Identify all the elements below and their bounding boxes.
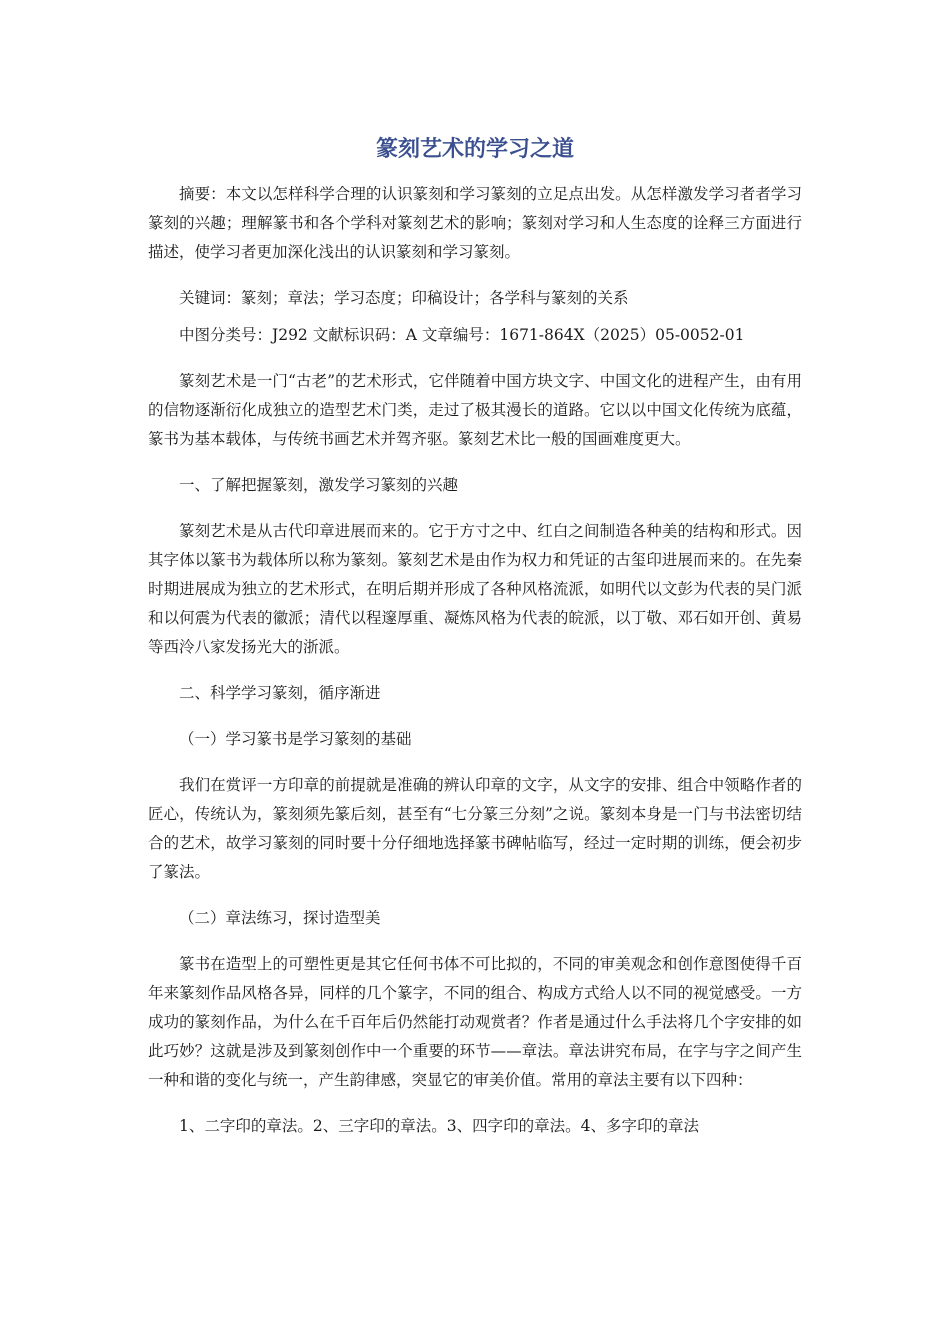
keywords-line: 关键词：篆刻；章法；学习态度；印稿设计；各学科与篆刻的关系 [179,289,629,307]
section-1-heading: 一、了解把握篆刻，激发学习篆刻的兴趣 [179,476,459,494]
subsection-1-paragraph: 我们在赏评一方印章的前提就是准确的辨认印章的文字，从文字的安排、组合中领略作者的匠心，传统认为，篆刻须先篆后刻，甚至有“七分篆三分刻”之说。篆刻本身是一门与书法密切结合的艺术，故学习篆刻的同时要十分仔细地选择篆书碑帖临写，经过一定时期的训练，便会初步了篆法。 [148,776,802,881]
article-title: 篆刻艺术的学习之道 [375,137,574,162]
section-1-paragraph: 篆刻艺术是从古代印章进展而来的。它于方寸之中、红白之间制造各种美的结构和形式。因其字体以篆书为载体所以称为篆刻。篆刻艺术是由作为权力和凭证的古玺印进展而来的。在先秦时期进展成为独立的艺术形式，在明后期并形成了各种风格流派，如明代以文彭为代表的吴门派和以何震为代表的徽派；清代以程邃厚重、凝炼风格为代表的皖派，以丁敬、邓石如开创、黄易等西泠八家发扬光大的浙派。 [148,522,802,656]
seal-layout-list: 1、二字印的章法。2、三字印的章法。3、四字印的章法。4、多字印的章法 [179,1117,699,1135]
intro-paragraph: 篆刻艺术是一门“古老”的艺术形式，它伴随着中国方块文字、中国文化的进程产生，由有用的信物逐渐衍化成独立的造型艺术门类，走过了极其漫长的道路。它以以中国文化传统为底蕴，篆书为基本载体，与传统书画艺术并驾齐驱。篆刻艺术比一般的国画难度更大。 [148,372,802,448]
subsection-2-paragraph: 篆书在造型上的可塑性更是其它任何书体不可比拟的，不同的审美观念和创作意图使得千百年来篆刻作品风格各异，同样的几个篆字，不同的组合、构成方式给人以不同的视觉感受。一方成功的篆刻作品，为什么在千百年后仍然能打动观赏者？作者是通过什么手法将几个字安排的如此巧妙？这就是涉及到篆刻创作中一个重要的环节——章法。章法讲究布局，在字与字之间产生一种和谐的变化与统一，产生韵律感，突显它的审美价值。常用的章法主要有以下四种： [148,955,802,1089]
classification-line: 中图分类号：J292 文献标识码：A 文章编号：1671-864X（2025）05-0052-01 [179,326,745,344]
subsection-1-heading: （一）学习篆书是学习篆刻的基础 [179,730,412,748]
section-2-heading: 二、科学学习篆刻，循序渐进 [179,684,381,702]
subsection-2-heading: （二）章法练习，探讨造型美 [179,909,381,927]
abstract-paragraph: 摘要：本文以怎样科学合理的认识篆刻和学习篆刻的立足点出发。从怎样激发学习者者学习篆刻的兴趣；理解篆书和各个学科对篆刻艺术的影响；篆刻对学习和人生态度的诠释三方面进行描述，使学习者更加深化浅出的认识篆刻和学习篆刻。 [148,185,802,261]
